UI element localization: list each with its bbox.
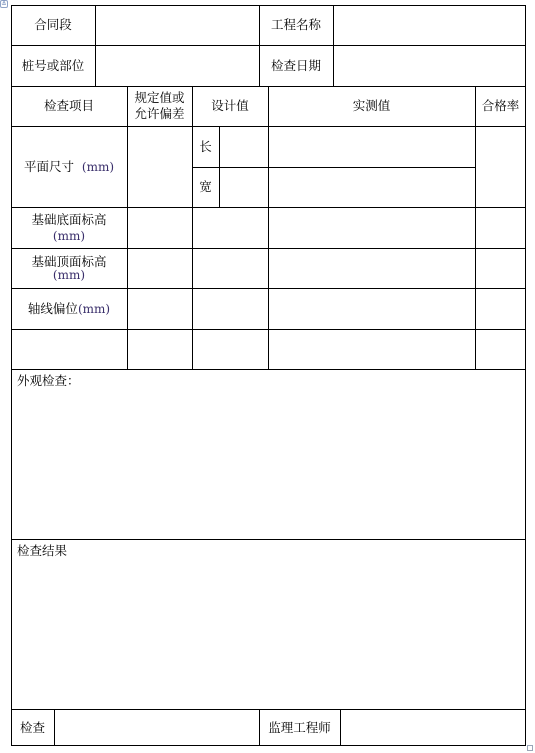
header-tolerance <box>127 86 192 126</box>
grid-line <box>333 5 334 86</box>
supervisor-label: 监理工程师 <box>268 719 331 735</box>
base-top-label <box>11 248 127 288</box>
grid-line <box>525 5 526 746</box>
grid-line <box>11 539 526 540</box>
axis-offset-label <box>11 288 127 329</box>
base-top-design[interactable] <box>192 248 268 288</box>
grid-line <box>475 86 476 369</box>
width-measured[interactable] <box>268 167 475 207</box>
inspection-result-label: 检查结果 <box>17 543 68 558</box>
blank-row-pass-rate[interactable] <box>475 329 526 369</box>
blank-row-tolerance[interactable] <box>127 329 192 369</box>
grid-line <box>127 86 128 369</box>
page-corner-mark <box>527 745 533 751</box>
blank-row-measured[interactable] <box>268 329 475 369</box>
grid-line <box>219 126 220 207</box>
length-measured[interactable] <box>268 126 475 167</box>
axis-offset-tolerance[interactable] <box>127 288 192 329</box>
inspector-label: 检查 <box>19 719 45 735</box>
grid-line <box>11 709 526 710</box>
base-top-measured[interactable] <box>268 248 475 288</box>
width-design[interactable] <box>219 167 268 207</box>
grid-line <box>11 745 526 746</box>
inspection-result-area[interactable] <box>11 539 526 709</box>
anchor-icon: ⚓ <box>1 0 7 7</box>
grid-line <box>192 86 193 369</box>
grid-line <box>95 5 96 86</box>
inspector-field[interactable] <box>54 709 259 746</box>
base-top-text: 基础顶面标高 <box>31 253 107 269</box>
grid-line <box>268 86 269 369</box>
base-bottom-design[interactable] <box>192 207 268 248</box>
axis-offset-design[interactable] <box>192 288 268 329</box>
base-top-unit: (mm) <box>52 267 86 282</box>
contract-section-field[interactable] <box>95 5 259 45</box>
header-tolerance-line1: 规定值或 <box>134 90 185 105</box>
station-label: 桩号或部位 <box>21 57 85 73</box>
base-top-pass-rate[interactable] <box>475 248 526 288</box>
grid-line <box>11 5 526 6</box>
appearance-check-label: 外观检查： <box>17 373 80 388</box>
header-pass-rate: 合格率 <box>481 98 520 113</box>
base-bottom-measured[interactable] <box>268 207 475 248</box>
plan-size-unit: (mm) <box>81 159 115 174</box>
header-design: 设计值 <box>211 98 249 113</box>
axis-offset-text: 轴线偏位 <box>27 300 78 316</box>
contract-section-label: 合同段 <box>34 17 72 32</box>
header-measured: 实测值 <box>352 98 391 113</box>
grid-line <box>11 45 526 46</box>
base-bottom-unit: (mm) <box>52 228 86 243</box>
width-label: 宽 <box>199 179 212 194</box>
plan-size-text: 平面尺寸 <box>23 158 74 174</box>
inspection-date-field[interactable] <box>333 45 526 86</box>
base-bottom-label <box>11 207 127 248</box>
length-design[interactable] <box>219 126 268 167</box>
plan-size-label <box>11 126 127 207</box>
axis-offset-measured[interactable] <box>268 288 475 329</box>
grid-line <box>340 709 341 746</box>
inspection-form <box>11 5 526 746</box>
grid-line <box>192 167 475 168</box>
inspection-date-label: 检查日期 <box>270 57 321 73</box>
axis-offset-pass-rate[interactable] <box>475 288 526 329</box>
appearance-check-area[interactable] <box>11 369 526 539</box>
grid-line <box>11 5 12 746</box>
base-bottom-pass-rate[interactable] <box>475 207 526 248</box>
grid-line <box>259 709 260 746</box>
supervisor-field[interactable] <box>340 709 526 746</box>
grid-line <box>259 5 260 86</box>
base-top-tolerance[interactable] <box>127 248 192 288</box>
base-bottom-tolerance[interactable] <box>127 207 192 248</box>
length-label: 长 <box>199 138 212 154</box>
project-name-label: 工程名称 <box>270 17 321 32</box>
blank-row-item[interactable] <box>11 329 127 369</box>
base-bottom-text: 基础底面标高 <box>31 211 107 227</box>
header-tolerance-line2: 允许偏差 <box>134 106 185 121</box>
blank-row-design[interactable] <box>192 329 268 369</box>
grid-line <box>54 709 55 746</box>
station-field[interactable] <box>95 45 259 86</box>
plan-size-tolerance[interactable] <box>127 126 192 207</box>
header-item: 检查项目 <box>43 98 94 113</box>
plan-size-pass-rate[interactable] <box>475 126 526 207</box>
axis-offset-unit: (mm) <box>77 301 111 316</box>
grid-line <box>11 369 526 370</box>
project-name-field[interactable] <box>333 5 526 45</box>
